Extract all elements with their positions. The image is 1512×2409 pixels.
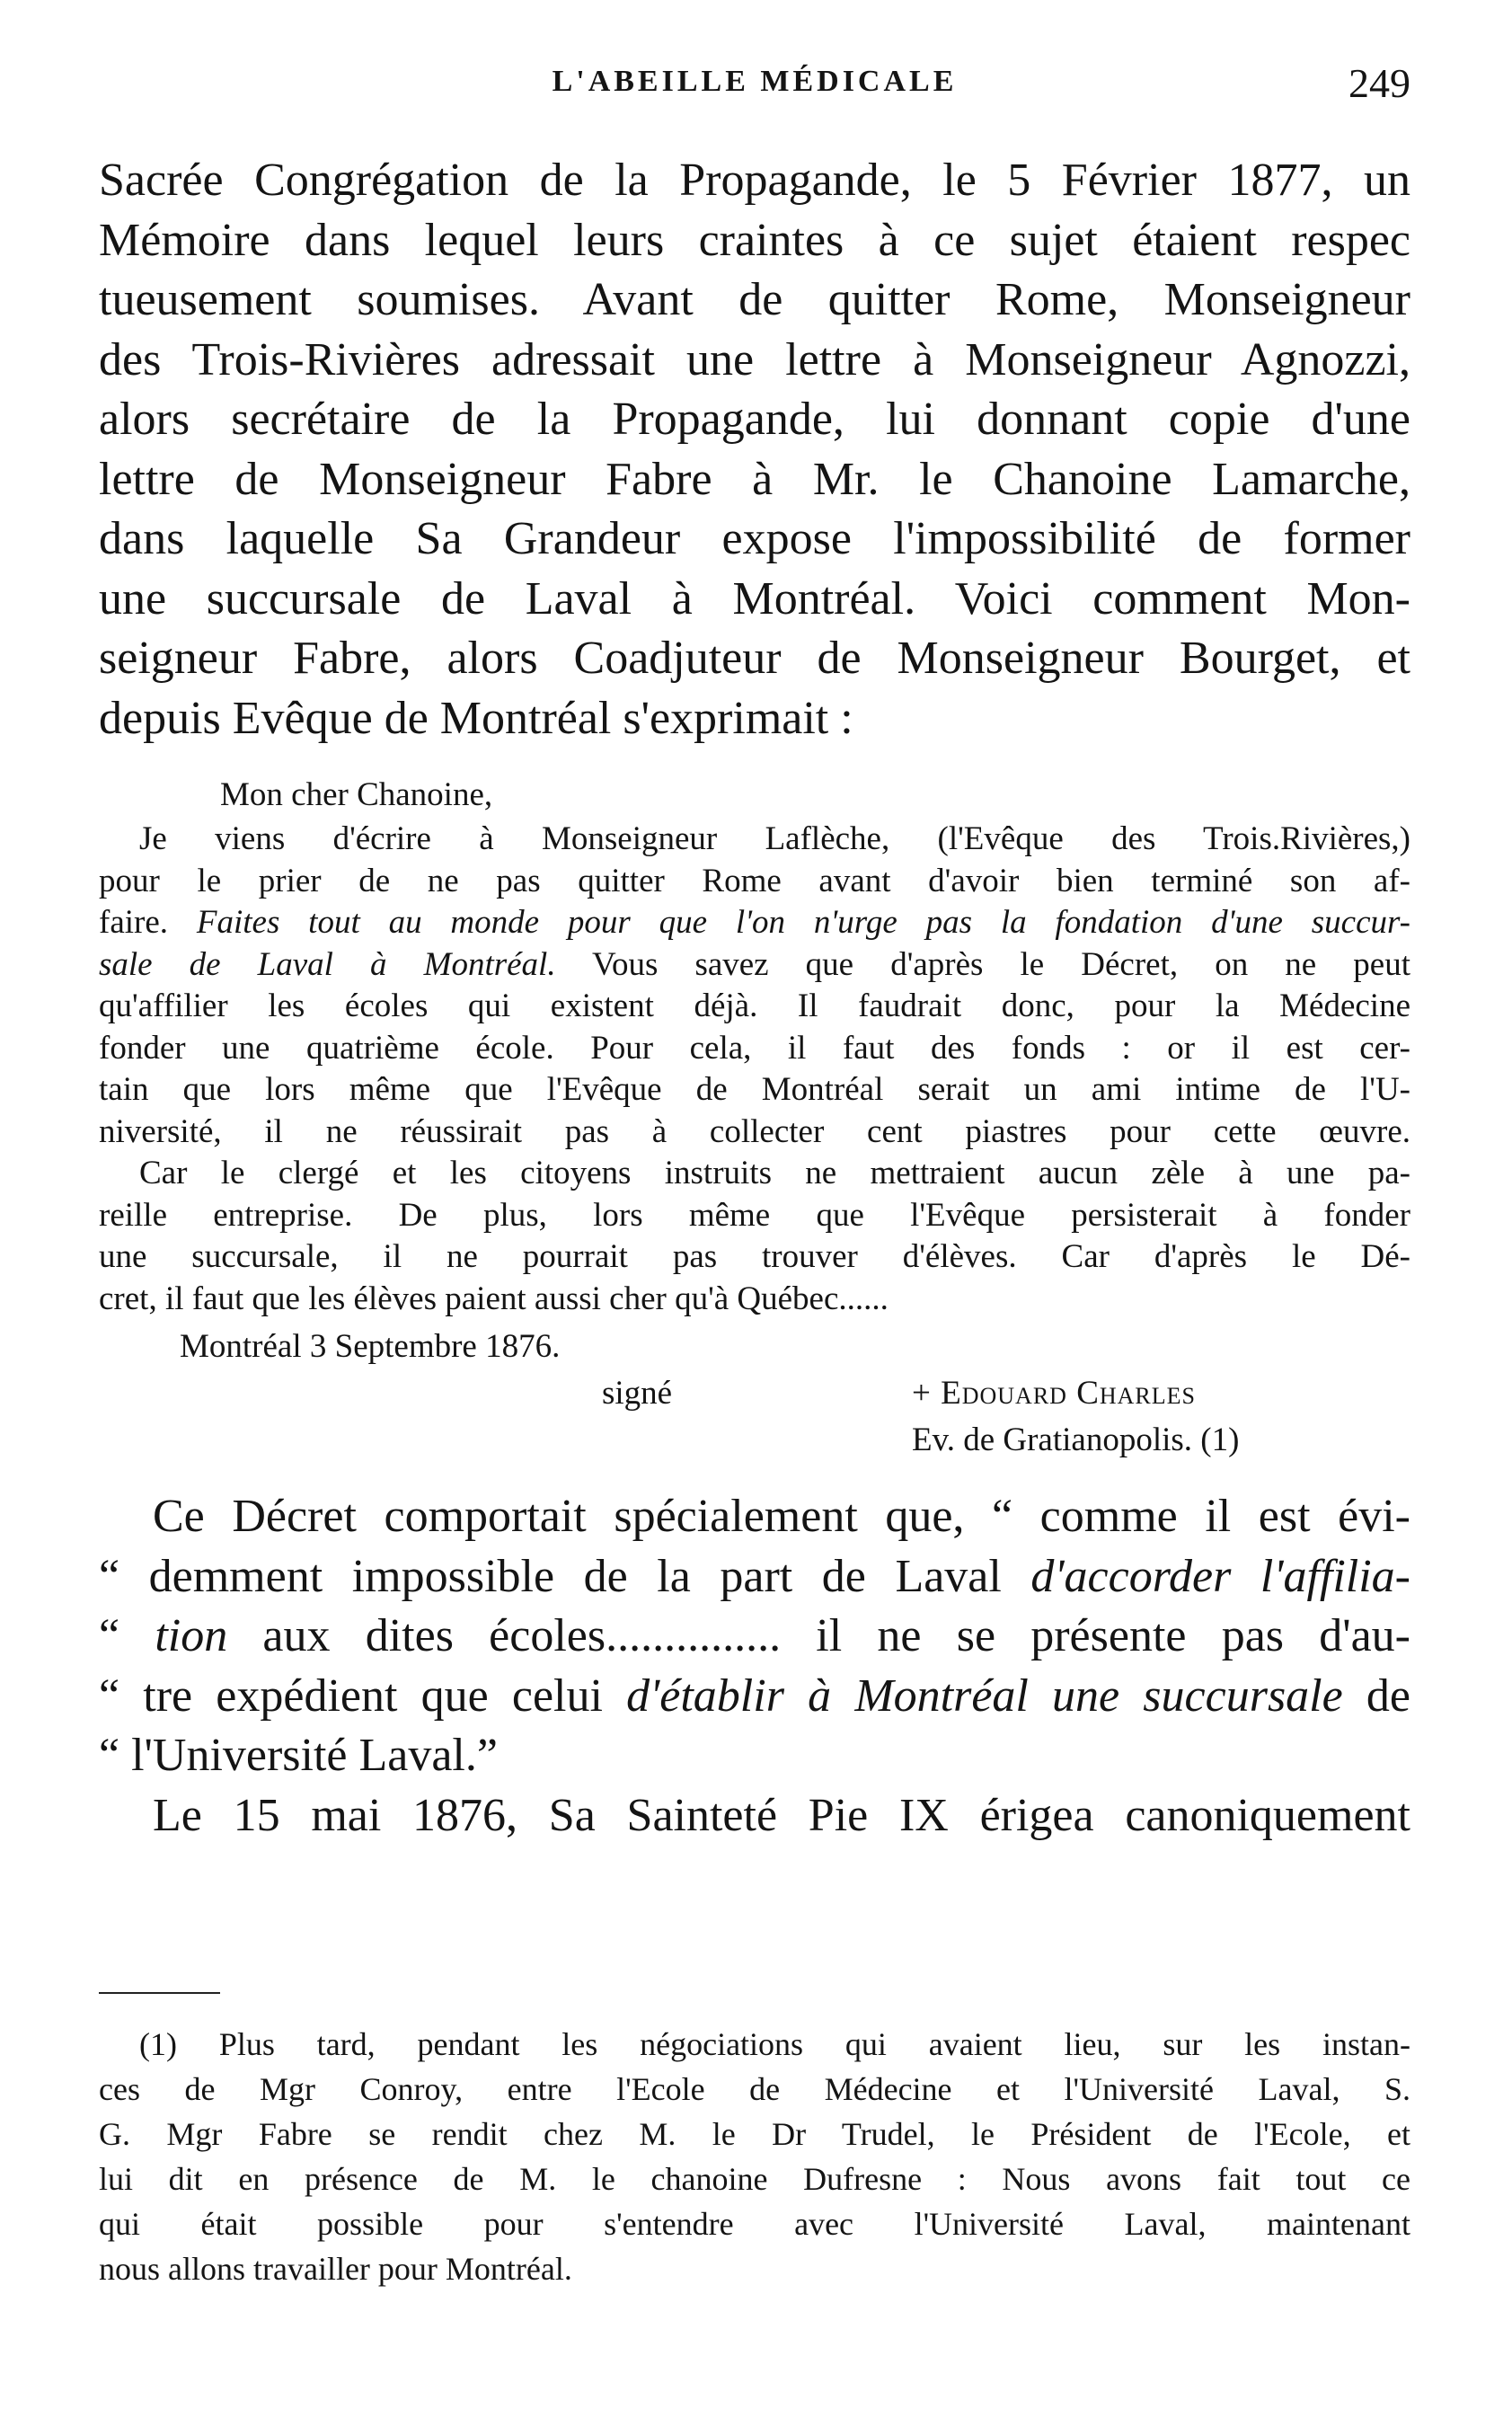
letter-italic-text: sale de Laval à Montréal. [99,945,556,983]
signatory-name: + Edouard Charles [912,1375,1196,1412]
letter-italic-text: Faites tout au monde pour que l'on n'urge pas la fondation d'une succur- [196,904,1410,941]
text-span: “ [99,1610,155,1661]
text-line: seigneur Fabre, alors Coadjuteur de Monseigneur Bourget, et [99,633,1410,684]
quoted-letter [99,772,1410,1464]
italic-text: d'accorder l'affilia- [1030,1550,1410,1602]
letter-line: cret, il faut que les élèves paient aussi cher qu'à Québec...... [99,1280,889,1317]
signed-label: signé [602,1375,673,1412]
footnote [99,2022,1410,2291]
text-line: alors secrétaire de la Propagande, lui donnant copie d'une [99,394,1410,445]
text-span: “ demment impossible de la part de Laval [99,1550,1031,1602]
footnote-line: (1) Plus tard, pendant les négociations qui avaient lieu, sur les instan- [139,2026,1410,2062]
letter-line: niversité, il ne réussirait pas à collecter cent piastres pour cette œuvre. [99,1112,1410,1150]
text-line: des Trois-Rivières adressait une lettre à Monseigneur Agnozzi, [99,333,1410,385]
text-line: depuis Evêque de Montréal s'exprimait : [99,692,853,744]
text-span: de [1342,1669,1410,1722]
letter-dateline: Montréal 3 Septembre 1876. [180,1328,561,1365]
running-head: L'ABEILLE MÉDICALE [552,65,958,98]
footnote-line: qui était possible pour s'entendre avec l'Université Laval, maintenant [99,2206,1410,2242]
text-line [99,1547,1410,1607]
italic-text: d'établir à Montréal une succursale [626,1669,1343,1722]
text-line: Sacrée Congrégation de la Propagande, le 5 Février 1877, un [99,155,1410,206]
paragraph-decree [99,1487,1410,1846]
letter-line: reille entreprise. De plus, lors même que l'Evêque persisterait à fonder [99,1196,1410,1234]
letter-line: tain que lors même que l'Evêque de Montréal serait un ami intime de l'U- [99,1071,1410,1108]
text-span: aux dites écoles............... il ne se présente pas d'au- [227,1610,1410,1661]
italic-text: tion [155,1610,228,1661]
letter-line: Car le clergé et les citoyens instruits ne mettraient aucun zèle à une pa- [139,1155,1410,1191]
signature-row [99,1370,1410,1417]
text-line [99,1667,1410,1727]
paragraph-continued [99,151,1410,748]
letter-line [99,944,1410,987]
letter-line: pour le prier de ne pas quitter Rome avant d'avoir bien terminé son af- [99,862,1410,899]
text-line: Le 15 mai 1876, Sa Sainteté Pie IX érigea canoniquement [153,1789,1410,1841]
body-text [99,151,1410,1846]
letter-line: Je viens d'écrire à Monseigneur Laflèche, (l'Evêque des Trois.Rivières,) [139,820,1410,857]
letter-greeting: Mon cher Chanoine, [220,776,493,813]
signatory-title: Ev. de Gratianopolis. (1) [912,1421,1240,1458]
text-line: Mémoire dans lequel leurs craintes à ce sujet étaient respec [99,214,1410,266]
text-line: une succursale de Laval à Montréal. Voici comment Mon- [99,572,1410,624]
page-number: 249 [1348,60,1410,106]
text-line: tueusement soumises. Avant de quitter Rome, Monseigneur [99,274,1410,325]
footnote-line: nous allons travailler pour Montréal. [99,2251,572,2287]
text-line: “ l'Université Laval.” [99,1730,498,1781]
letter-line: qu'affilier les écoles qui existent déjà. Il faudrait donc, pour la Médecine [99,988,1410,1024]
letter-text: faire. [99,904,197,941]
text-line: dans laquelle Sa Grandeur expose l'impossibilité de former [99,513,1410,564]
signature-title-row [99,1417,1410,1464]
text-line [99,1607,1410,1667]
footnote-line: ces de Mgr Conroy, entre l'Ecole de Médecine et l'Université Laval, S. [99,2071,1410,2107]
letter-line: fonder une quatrième école. Pour cela, il faut des fonds : or il est cer- [99,1029,1410,1067]
footnote-line: G. Mgr Fabre se rendit chez M. le Dr Trudel, le Président de l'Ecole, et [99,2116,1410,2152]
text-line: lettre de Monseigneur Fabre à Mr. le Chanoine Lamarche, [99,453,1410,505]
text-span: “ tre expédient que celui [99,1669,627,1722]
text-line: Ce Décret comportait spécialement que, “ comme il est évi- [153,1491,1410,1542]
footnote-line: lui dit en présence de M. le chanoine Dufresne : Nous avons fait tout ce [99,2161,1410,2197]
page-header [99,60,1410,119]
letter-text: Vous savez que d'après le Décret, on ne peut [555,945,1410,983]
letter-line: une succursale, il ne pourrait pas trouver d'élèves. Car d'après le Dé- [99,1238,1410,1275]
footnote-rule [99,1992,220,1994]
letter-line [99,902,1410,944]
